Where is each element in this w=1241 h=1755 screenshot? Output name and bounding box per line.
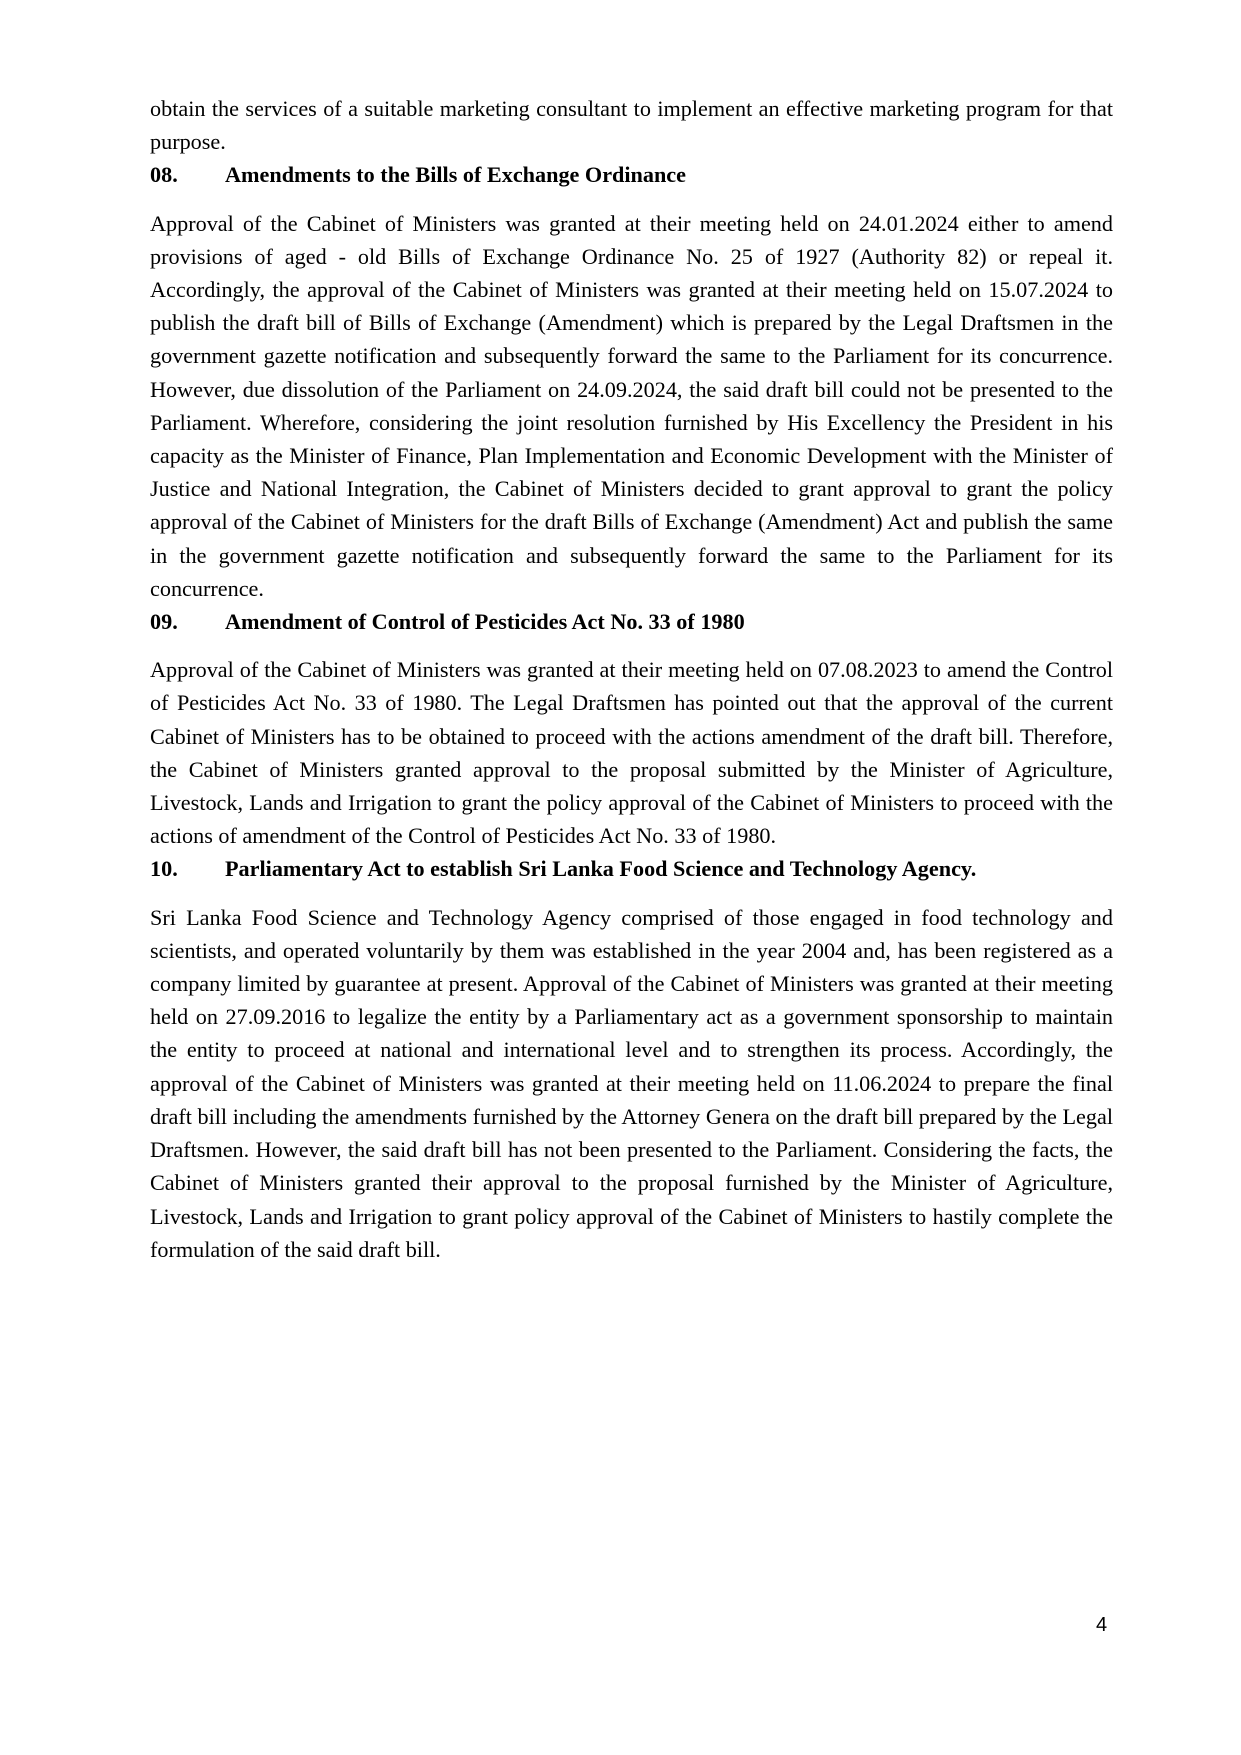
section-10	[150, 852, 1113, 1265]
section-heading	[150, 605, 1113, 638]
section-number: 09.	[150, 609, 178, 635]
section-body: Approval of the Cabinet of Ministers was granted at their meeting held on 24.01.2024 either to amend provisions of aged - old Bills of Exchange Ordinance No. 25 of 1927 (Authority 82) or repeal it. Accordingly, the approval of the Cabinet of Ministers was granted at their meeting held on 15.07.2024 to publish the draft bill of Bills of Exchange (Amendment) which is prepared by the Legal Draftsmen in the government gazette notification and subsequently forward the same to the Parliament for its concurrence. However, due dissolution of the Parliament on 24.09.2024, the said draft bill could not be presented to the Parliament. Wherefore, considering the joint resolution furnished by His Excellency the President in his capacity as the Minister of Finance, Plan Implementation and Economic Development with the Minister of Justice and National Integration, the Cabinet of Ministers decided to grant approval to grant the policy approval of the Cabinet of Ministers for the draft Bills of Exchange (Amendment) Act and publish the same in the government gazette notification and subsequently forward the same to the Parliament for its concurrence.	[150, 210, 1113, 601]
document-body	[150, 92, 1113, 1266]
section-08	[150, 158, 1113, 605]
section-09	[150, 605, 1113, 852]
section-body: Sri Lanka Food Science and Technology Agency comprised of those engaged in food technology and scientists, and operated voluntarily by them was established in the year 2004 and, has been registered as a company limited by guarantee at present. Approval of the Cabinet of Ministers was granted at their meeting held on 27.09.2016 to legalize the entity by a Parliamentary act as a government sponsorship to maintain the entity to proceed at national and international level and to strengthen its process. Accordingly, the approval of the Cabinet of Ministers was granted at their meeting held on 11.06.2024 to prepare the final draft bill including the amendments furnished by the Attorney Genera on the draft bill prepared by the Legal Draftsmen. However, the said draft bill has not been presented to the Parliament. Considering the facts, the Cabinet of Ministers granted their approval to the proposal furnished by the Minister of Agriculture, Livestock, Lands and Irrigation to grant policy approval of the Cabinet of Ministers to hastily complete the formulation of the said draft bill.	[150, 904, 1113, 1262]
section-heading	[150, 158, 1113, 191]
page-number: 4	[1096, 1614, 1108, 1636]
section-title: Amendment of Control of Pesticides Act No. 33 of 1980	[225, 609, 745, 635]
intro-paragraph: obtain the services of a suitable marketing consultant to implement an effective marketing program for that purpose.	[150, 96, 1113, 155]
section-title: Parliamentary Act to establish Sri Lanka Food Science and Technology Agency.	[225, 856, 977, 882]
section-number: 08.	[150, 162, 178, 188]
section-body: Approval of the Cabinet of Ministers was granted at their meeting held on 07.08.2023 to amend the Control of Pesticides Act No. 33 of 1980. The Legal Draftsmen has pointed out that the approval of the current Cabinet of Ministers has to be obtained to proceed with the actions amendment of the draft bill. Therefore, the Cabinet of Ministers granted approval to the proposal submitted by the Minister of Agriculture, Livestock, Lands and Irrigation to grant the policy approval of the Cabinet of Ministers to proceed with the actions of amendment of the Control of Pesticides Act No. 33 of 1980.	[150, 657, 1113, 849]
section-number: 10.	[150, 856, 178, 882]
section-title: Amendments to the Bills of Exchange Ordinance	[225, 162, 687, 188]
section-heading	[150, 852, 1113, 885]
